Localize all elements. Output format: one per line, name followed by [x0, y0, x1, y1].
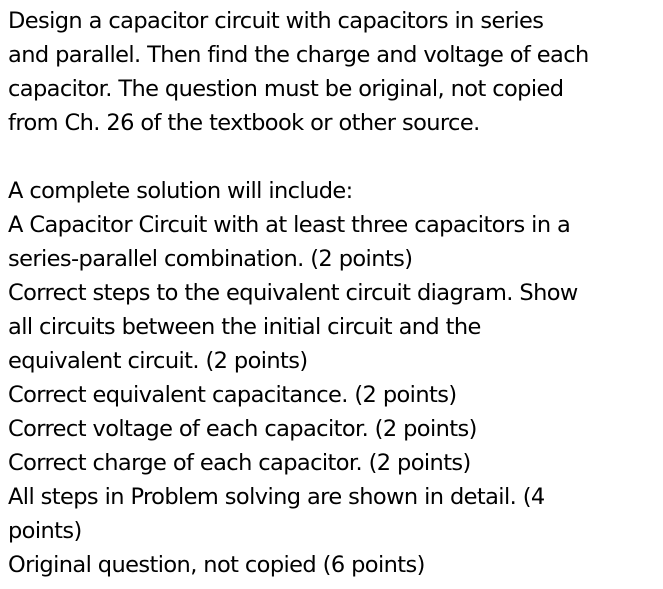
intro-line: and parallel. Then find the charge and voltage of each — [8, 42, 589, 68]
rubric-line: Correct voltage of each capacitor. (2 points) — [8, 416, 477, 442]
paragraph-spacer — [8, 140, 658, 174]
rubric-line: Correct charge of each capacitor. (2 points) — [8, 450, 471, 476]
rubric-line: Original question, not copied (6 points) — [8, 552, 425, 578]
rubric-line: Correct steps to the equivalent circuit diagram. Show — [8, 280, 578, 306]
intro-line: capacitor. The question must be original, not copied — [8, 76, 564, 102]
rubric-line: equivalent circuit. (2 points) — [8, 348, 308, 374]
rubric-heading: A complete solution will include: — [8, 178, 353, 204]
rubric-line: A Capacitor Circuit with at least three capacitors in a — [8, 212, 571, 238]
intro-paragraph — [8, 4, 658, 140]
intro-line: from Ch. 26 of the textbook or other source. — [8, 110, 480, 136]
rubric-line: points) — [8, 518, 82, 544]
rubric-section — [8, 174, 658, 582]
assignment-document — [8, 4, 658, 582]
rubric-line: Correct equivalent capacitance. (2 points) — [8, 382, 457, 408]
rubric-line: series-parallel combination. (2 points) — [8, 246, 413, 272]
rubric-line: all circuits between the initial circuit and the — [8, 314, 481, 340]
rubric-line: All steps in Problem solving are shown in detail. (4 — [8, 484, 545, 510]
intro-line: Design a capacitor circuit with capacitors in series — [8, 8, 544, 34]
